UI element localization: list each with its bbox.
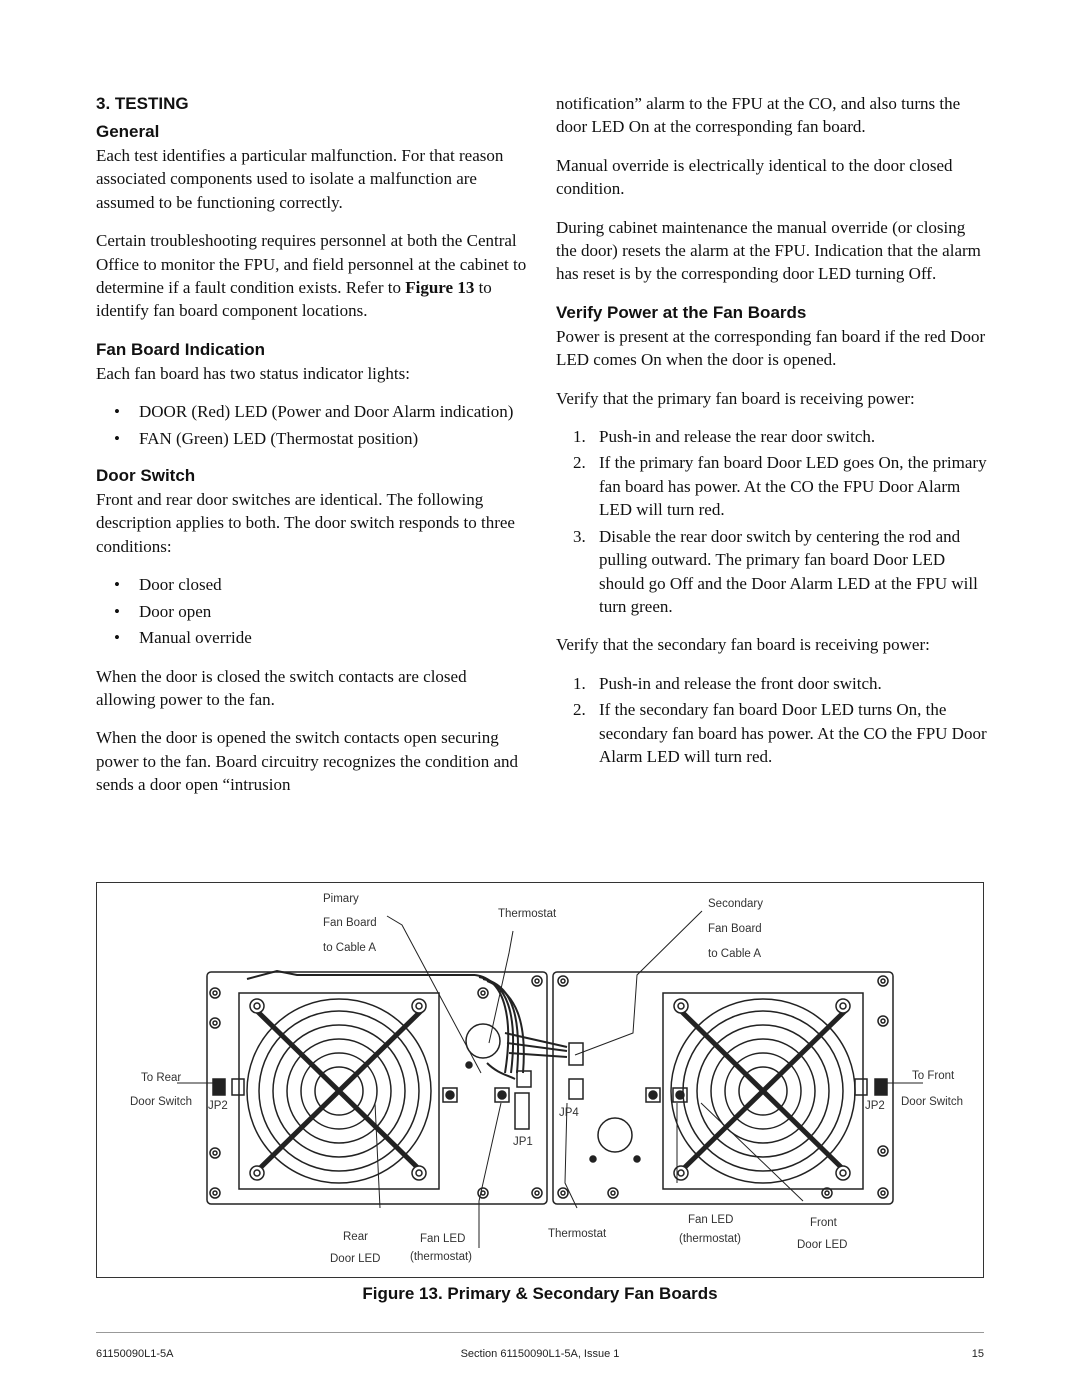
label-fan-led-right-thermostat: (thermostat): [679, 1233, 741, 1245]
label-secondary: Secondary: [708, 898, 763, 910]
label-rear: Rear: [343, 1231, 368, 1243]
verify-power-paragraph-3: Verify that the secondary fan board is receiving power:: [556, 635, 930, 655]
list-item: 2. If the secondary fan board Door LED turns On, the secondary fan board has power. At the CO the FPU Door Alarm LED will turn red.: [573, 700, 987, 766]
label-to-front: To Front: [912, 1070, 955, 1082]
verify-power-heading: Verify Power at the Fan Boards: [556, 302, 807, 322]
label-jp4: JP4: [559, 1107, 579, 1119]
thermostat-left: [466, 1024, 500, 1058]
label-jp2-right: JP2: [865, 1100, 885, 1112]
label-thermostat-bottom: Thermostat: [548, 1228, 607, 1240]
label-primary-cable: to Cable A: [323, 942, 377, 954]
footer-section: Section 61150090L1-5A, Issue 1: [460, 1348, 620, 1360]
list-item: • FAN (Green) LED (Thermostat position): [114, 428, 419, 448]
label-fan-led-right: Fan LED: [688, 1214, 734, 1226]
list-item: 1. Push-in and release the rear door switch.: [573, 427, 876, 447]
fan-board-diagram: [97, 883, 983, 1277]
primary-fan: [239, 993, 439, 1189]
label-front-door-led: Door LED: [797, 1239, 848, 1251]
figure-reference: Figure 13: [405, 278, 475, 298]
label-to-rear: To Rear: [141, 1072, 182, 1084]
footer-doc-number: 61150090L1-5A: [96, 1348, 174, 1360]
continued-paragraph-3: During cabinet maintenance the manual override (or closing the door) resets the alarm at the FPU. Indication that the alarm has reset is by the corresponding door LED turning Off.: [556, 217, 981, 284]
jp2-right-connector: [855, 1079, 867, 1095]
door-switch-paragraph-2: When the door is closed the switch contacts are closed allowing power to the fan.: [96, 666, 467, 709]
label-secondary-cable: to Cable A: [708, 948, 762, 960]
fan-board-indication-heading: Fan Board Indication: [96, 339, 266, 359]
label-rear-door-switch: Door Switch: [130, 1096, 192, 1108]
list-item: 2. If the primary fan board Door LED goes On, the primary fan board has power. At the CO the FPU Door Alarm LED will turn red.: [573, 453, 987, 520]
door-switch-paragraph-3: When the door is opened the switch contacts open securing power to the fan. Board circuitry recognizes the condition and sends a door open “intrusion: [96, 728, 519, 795]
left-column: [96, 92, 528, 812]
list-item: • DOOR (Red) LED (Power and Door Alarm indication): [114, 402, 514, 422]
footer-page-number: 15: [971, 1348, 984, 1360]
label-fan-led-left: Fan LED: [420, 1233, 466, 1245]
jp2-left-connector: [232, 1079, 244, 1095]
general-heading: General: [96, 122, 160, 141]
footer-divider: [96, 1332, 984, 1333]
label-primary: Pimary: [323, 893, 359, 905]
secondary-fan: [663, 993, 863, 1189]
continued-paragraph-2: Manual override is electrically identical to the door closed condition.: [556, 155, 953, 199]
label-front: Front: [810, 1217, 837, 1229]
verify-power-paragraph-2: Verify that the primary fan board is receiving power:: [556, 388, 915, 408]
thermostat-right: [598, 1118, 632, 1152]
section-heading: 3. TESTING: [96, 94, 189, 113]
list-item: • Manual override: [114, 628, 252, 648]
verify-power-paragraph-1: Power is present at the corresponding fan board if the red Door LED comes On when the door is opened.: [556, 326, 986, 370]
label-fan-led-left-thermostat: (thermostat): [410, 1251, 472, 1263]
label-jp1: JP1: [513, 1136, 533, 1148]
list-item: • Door open: [114, 601, 212, 621]
label-rear-door-led: Door LED: [330, 1253, 381, 1265]
door-switch-heading: Door Switch: [96, 466, 196, 486]
list-item: 1. Push-in and release the front door switch.: [573, 673, 882, 693]
continued-paragraph-1: notification” alarm to the FPU at the CO, and also turns the door LED On at the corresponding fan board.: [556, 94, 961, 137]
label-thermostat-top: Thermostat: [498, 908, 557, 920]
general-paragraph-1: Each test identifies a particular malfunction. For that reason associated components used to isolate a malfunction are assumed to be functioning correctly.: [96, 146, 504, 212]
list-item: • Door closed: [114, 575, 222, 595]
label-jp2-left: JP2: [208, 1100, 228, 1112]
label-front-door-switch: Door Switch: [901, 1096, 963, 1108]
door-switch-paragraph-1: Front and rear door switches are identical. The following description applies to both. The door switch responds to three conditions:: [96, 490, 515, 556]
fan-board-figure: [96, 882, 984, 1278]
right-column: [556, 92, 988, 771]
list-item: 3. Disable the rear door switch by centering the rod and pulling outward. The primary fan board Door LED should go Off and the Door Alarm LED at the FPU will turn green.: [573, 526, 978, 616]
jp4-connector: [569, 1079, 583, 1099]
jp1-connector: [515, 1093, 529, 1129]
general-paragraph-2: Certain troubleshooting requires personnel at both the Central Office to monitor the FPU, and field personnel at the cabinet to determine if a fault condition exists. Refer to Figure 13 to identify fan board component locations.: [96, 231, 527, 321]
figure-caption: Figure 13. Primary & Secondary Fan Boards: [362, 1284, 718, 1303]
fan-board-indication-intro: Each fan board has two status indicator lights:: [96, 363, 410, 383]
label-secondary-fan-board: Fan Board: [708, 923, 762, 935]
label-primary-fan-board: Fan Board: [323, 917, 377, 929]
